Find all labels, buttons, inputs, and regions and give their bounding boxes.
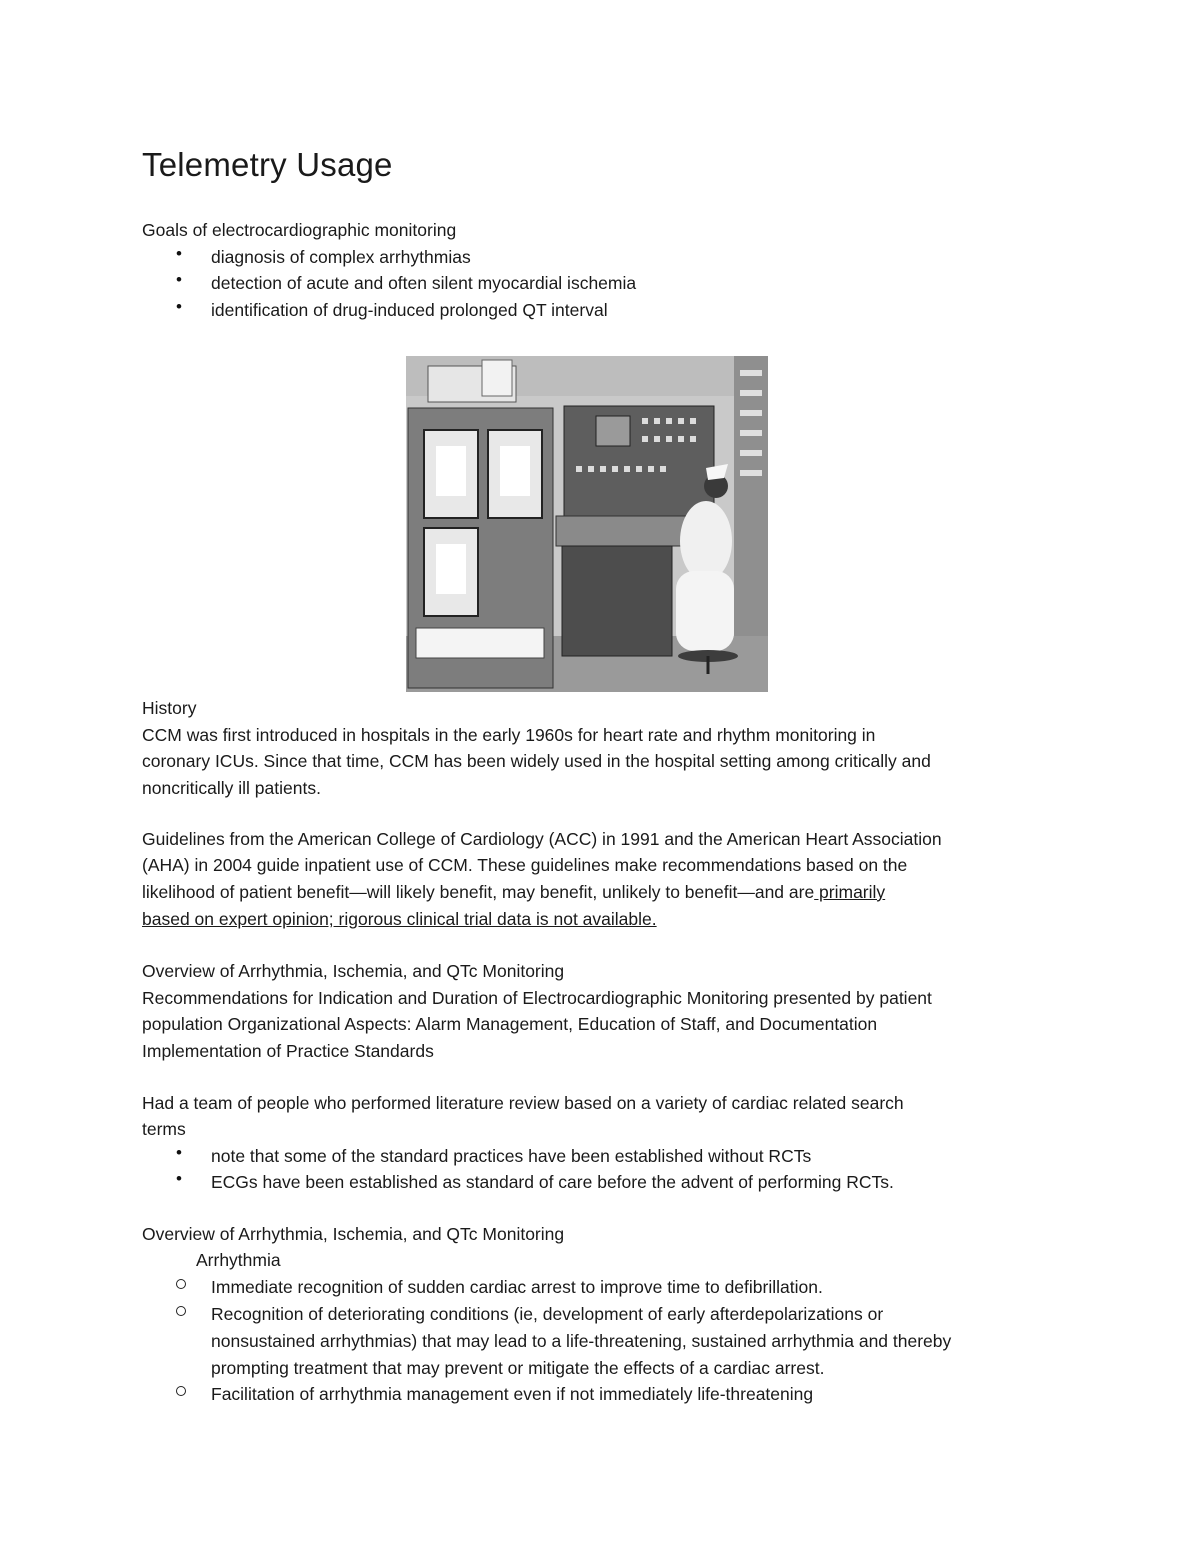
guidelines-text-line — [142, 879, 885, 906]
hollow-bullet-icon — [176, 1386, 186, 1396]
hollow-bullet-icon — [176, 1306, 186, 1316]
arrhythmia-item: nonsustained arrhythmias) that may lead to a life-threatening, sustained arrhythmia and thereby — [211, 1331, 952, 1351]
overview-text: population Organizational Aspects: Alarm Management, Education of Staff, and Documentation — [142, 1014, 878, 1034]
overview-heading: Overview of Arrhythmia, Ischemia, and QTc Monitoring — [142, 961, 565, 981]
goals-item: diagnosis of complex arrhythmias — [211, 247, 471, 267]
arrhythmia-subheading: Arrhythmia — [196, 1250, 281, 1270]
arrhythmia-item: Facilitation of arrhythmia management even if not immediately life-threatening — [211, 1384, 814, 1404]
arrhythmia-item: prompting treatment that may prevent or mitigate the effects of a cardiac arrest. — [211, 1358, 825, 1378]
guidelines-text: likelihood of patient benefit—will likely benefit, may benefit, unlikely to benefit—and are — [142, 882, 815, 902]
arrhythmia-item: Immediate recognition of sudden cardiac arrest to improve time to defibrillation. — [211, 1277, 823, 1297]
overview-heading: Overview of Arrhythmia, Ischemia, and QTc Monitoring — [142, 1224, 565, 1244]
history-text: coronary ICUs. Since that time, CCM has been widely used in the hospital setting among critically and — [142, 751, 931, 771]
guidelines-text: (AHA) in 2004 guide inpatient use of CCM. These guidelines make recommendations based on the — [142, 855, 908, 875]
review-text: terms — [142, 1119, 186, 1139]
bullet-dot-icon: • — [176, 244, 182, 263]
history-text: CCM was first introduced in hospitals in the early 1960s for heart rate and rhythm monitoring in — [142, 725, 876, 745]
overview-text: Implementation of Practice Standards — [142, 1041, 434, 1061]
review-text: Had a team of people who performed literature review based on a variety of cardiac related search — [142, 1093, 904, 1113]
bullet-dot-icon: • — [176, 297, 182, 316]
history-text: noncritically ill patients. — [142, 778, 321, 798]
guidelines-underlined-text: based on expert opinion; rigorous clinical trial data is not available. — [142, 909, 657, 929]
guidelines-underlined-text: primarily — [814, 882, 886, 902]
history-heading: History — [142, 698, 197, 718]
overview-text: Recommendations for Indication and Duration of Electrocardiographic Monitoring presented by patient — [142, 988, 932, 1008]
bullet-dot-icon: • — [176, 270, 182, 289]
hollow-bullet-icon — [176, 1279, 186, 1289]
guidelines-text: Guidelines from the American College of Cardiology (ACC) in 1991 and the American Heart Association — [142, 829, 942, 849]
goals-heading: Goals of electrocardiographic monitoring — [142, 220, 457, 240]
historical-monitoring-station-photo — [406, 356, 768, 692]
review-item: ECGs have been established as standard of care before the advent of performing RCTs. — [211, 1172, 894, 1192]
bullet-dot-icon: • — [176, 1169, 182, 1188]
review-item: note that some of the standard practices have been established without RCTs — [211, 1146, 812, 1166]
page-title: Telemetry Usage — [142, 146, 393, 183]
bullet-dot-icon: • — [176, 1143, 182, 1162]
goals-item: detection of acute and often silent myocardial ischemia — [211, 273, 637, 293]
goals-item: identification of drug-induced prolonged QT interval — [211, 300, 608, 320]
arrhythmia-item: Recognition of deteriorating conditions (ie, development of early afterdepolarizations or — [211, 1304, 884, 1324]
